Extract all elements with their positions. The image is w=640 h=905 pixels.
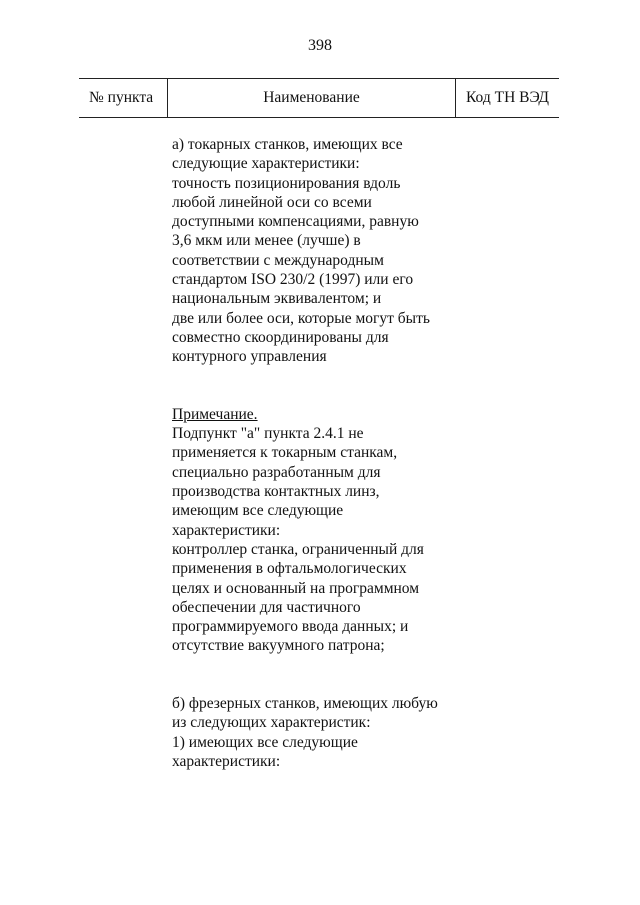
paragraph-a: а) токарных станков, имеющих все следующие характеристики: точность позиционирования вдоль любой линейной оси со всеми доступными компенсациями, равную 3,6 мкм или менее (лучше) в соответствии с международным стандартом ISO 230/2 (1997) или его национальным эквивалентом; и две или более оси, которые могут быть совместно скоординированы для контурного управления	[172, 136, 430, 366]
table-header	[79, 78, 559, 118]
header-code: Код ТН ВЭД	[465, 89, 549, 106]
header-name: Наименование	[168, 79, 456, 117]
paragraph-b: б) фрезерных станков, имеющих любую из следующих характеристик: 1) имеющих все следующие характеристики:	[172, 695, 438, 770]
page-number: 398	[308, 37, 332, 54]
note-block	[172, 386, 472, 675]
note-title: Примечание.	[172, 405, 258, 423]
document-body	[172, 135, 472, 771]
note-body: Подпункт "а" пункта 2.4.1 не применяется к токарным станкам, специально разработанным для производства контактных линз, имеющим все следующие характеристики: контроллер станка, ограниченный для применения в офтальмологических целях и основанный на программном обеспечении для частичного программируемого ввода данных; и отсутствие вакуумного патрона;	[172, 425, 424, 655]
header-item-number: № пункта	[79, 79, 168, 117]
